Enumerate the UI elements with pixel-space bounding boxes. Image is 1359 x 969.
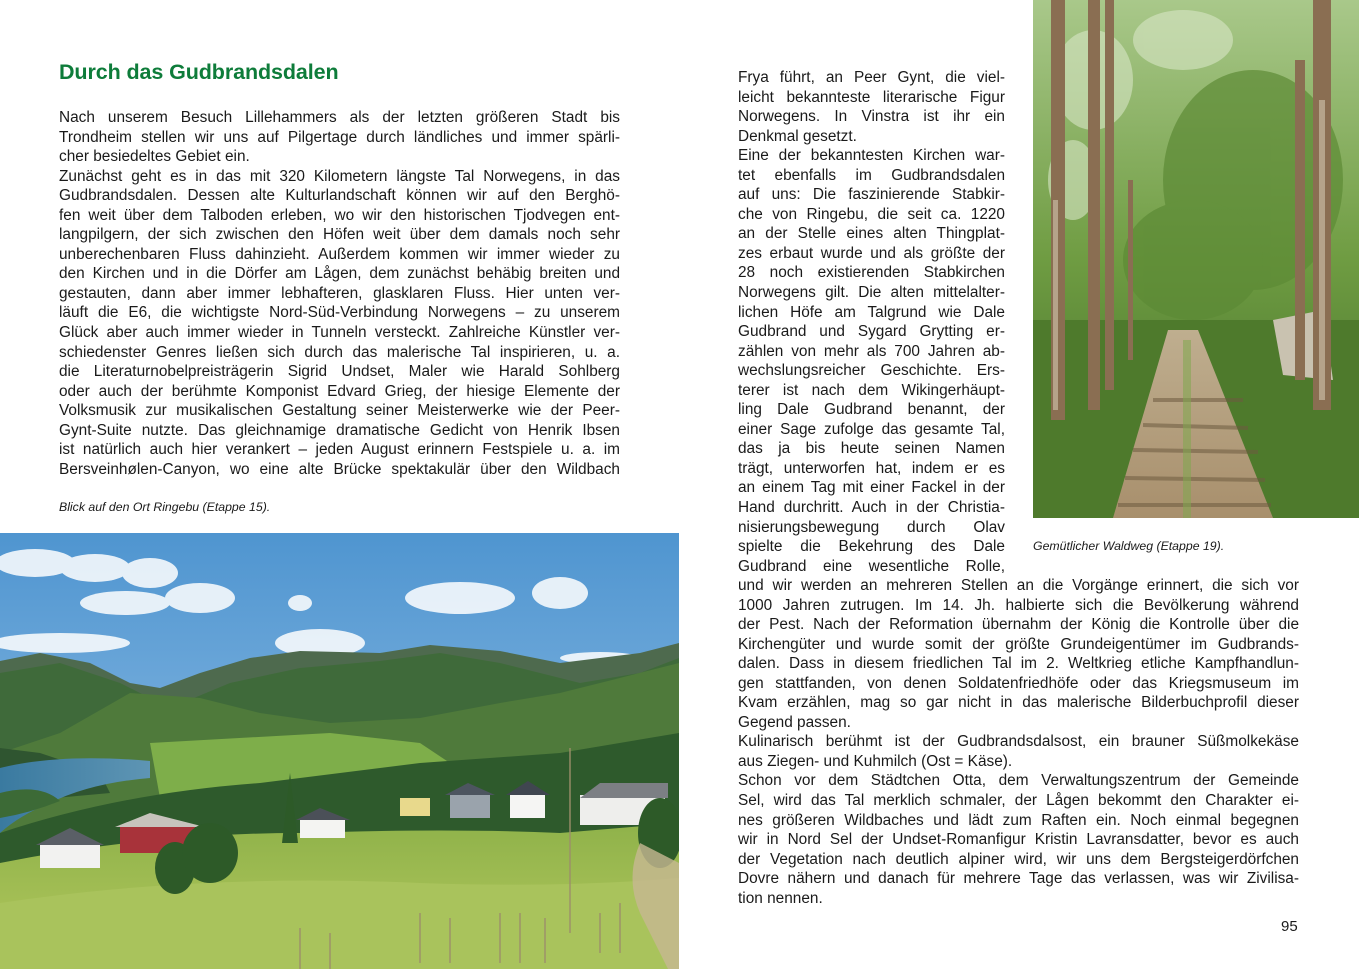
text-line: wir in Nord Sel der Undset-Romanfigur Kristin Lavransdatter, bevor es auch [738,831,1299,849]
text-line: an der Stelle eines alten Thingplat- [738,225,1005,243]
text-line: ist natürlich auch hier verankert – jeden August erinnern Festspiele u. a. im [59,441,620,459]
text-line: Schon vor dem Städtchen Otta, dem Verwaltungszentrum der Gemeinde [738,772,1299,790]
forest-path-photo [1033,0,1359,518]
text-line: oder auch der berühmte Komponist Edvard Grieg, der hiesige Elemente der [59,382,620,400]
text-line: die Literaturnobelpreisträgerin Sigrid Undset, Maler wie Harald Sohlberg [59,363,620,381]
text-line: wechslungsreicher Geschichte. Ers- [738,362,1005,380]
text-line: das ja bis heute seinen Namen [738,440,1005,458]
text-line: Norwegens gilt. Die alten mittelalter- [738,284,1005,302]
text-line: zählen von mehr als 700 Jahren ab- [738,342,1005,360]
text-line: der Pest. Nach der Reformation übernahm der König die Kontrolle über die [738,616,1299,634]
body-text-right-column-top [738,68,1005,576]
text-line: gen stattfanden, von denen Soldatenfriedhöfe oder das Kriegsmuseum im [738,674,1299,692]
text-line: Kirchengüter und wurde somit der größte Grundeigentümer im Gudbrands- [738,635,1299,653]
text-line: trägt, unterworfen hat, indem er es [738,459,1005,477]
body-text-right-column-bottom [738,576,1299,908]
text-line: langpilgern, der sich zwischen den Höfen weit über dem damals noch sehr [59,226,620,244]
text-line: Gynt-Suite nutzte. Das gleichnamige dramatische Gedicht von Henrik Ibsen [59,421,620,439]
text-line: zes erbaut wurde und als größte der [738,244,1005,262]
text-line: gestauten, dann aber immer lebhafteren, glasklaren Fluss. Hier unten ver- [59,284,620,302]
landscape-photo [0,533,679,969]
text-line: Denkmal gesetzt. [738,127,857,145]
text-line: dalen. Dass in diesem friedlichen Tal im 2. Weltkrieg etliche Kampfhandlun- [738,655,1299,673]
text-line: an einem Tag mit einer Fackel in der [738,479,1005,497]
text-line: Frya führt, an Peer Gynt, die viel- [738,69,1005,86]
text-line: unberechenbaren Fluss dahinzieht. Außerdem kommen wir immer wieder zu [59,245,620,263]
text-line: läuft die E6, die wichtigste Nord-Süd-Verbindung Norwegens – zu unserem [59,304,620,322]
text-line: Gudbrand eine wesentliche Rolle, [738,557,1005,575]
landscape-photo-caption: Blick auf den Ort Ringebu (Etappe 15). [59,500,271,514]
text-line: der Vegetation nach deutlich alpiner wird, wir uns dem Bergsteigerdörfchen [738,850,1299,868]
text-line: che von Ringebu, die seit ca. 1220 [738,205,1005,223]
text-line: nes größeren Wildbaches und lädt zum Raften ein. Noch einmal begegnen [738,811,1299,829]
text-line: Dovre nähern und danach für mehrere Tage das verlassen, was wir Zivilisa- [738,870,1299,888]
text-line: Kulinarisch berühmt ist der Gudbrandsdalsost, ein brauner Süßmolkekäse [738,733,1299,751]
text-line: terer ist nach dem Wikingerhäupt- [738,381,1005,399]
text-line: Trondheim stellen wir uns auf Pilgertage durch ländliches und immer spärli- [59,128,620,146]
text-line: und wir werden an mehreren Stellen an die Vorgänge erinnert, die sich vor [738,577,1299,594]
text-line: ling Dale Gudbrand benannt, der [738,401,1005,419]
text-line: lichen Höfe am Talgrund wie Dale [738,303,1005,321]
text-line: aus Ziegen- und Kuhmilch (Ost = Käse). [738,752,1013,770]
text-line: Bersveinhølen-Canyon, wo eine alte Brücke spektakulär über den Wildbach [59,460,620,478]
text-line: fen weit über dem Talboden erleben, wo wir den historischen Tjodvegen ent- [59,206,620,224]
text-line: nisierungsbewegung durch Olav [738,518,1005,536]
text-line: 1000 Jahren zutrugen. Im 14. Jh. halbierte sich die Bevölkerung während [738,596,1299,614]
body-text-left-column [59,108,620,479]
text-line: einer Sage zufolge das gesamte Tal, [738,420,1005,438]
page-number: 95 [1281,918,1298,935]
text-line: auf uns: Die faszinierende Stabkir- [738,186,1005,204]
forest-path-photo-illustration [1033,0,1359,518]
text-line: Volksmusik zur musikalischen Gestaltung seiner Meisterwerke wie der Peer- [59,402,620,420]
text-line: Hand durchritt. Auch in der Christia- [738,499,1005,517]
text-line: spielte die Bekehrung des Dale [738,538,1005,556]
text-line: Nach unserem Besuch Lillehammers als der letzten größeren Stadt bis [59,109,620,126]
text-line: Gudbrandsdalen. Dessen alte Kulturlandschaft können wir auf den Berghö- [59,187,620,205]
text-line: Sel, wird das Tal merklich schmaler, der Lågen bekommt den Charakter ei- [738,792,1299,810]
text-line: Norwegens. In Vinstra ist ihr ein [738,108,1005,126]
text-line: Eine der bekanntesten Kirchen war- [738,147,1005,165]
forest-photo-caption: Gemütlicher Waldweg (Etappe 19). [1033,539,1225,553]
text-line: Glück aber auch immer wieder in Tunneln versteckt. Zahlreiche Künstler ver- [59,324,620,342]
text-line: tet ebenfalls im Gudbrandsdalen [738,166,1005,184]
text-line: Kvam erzählen, mag so gar nicht in das malerische Bilderbuchprofil dieser [738,694,1299,712]
landscape-photo-illustration [0,533,679,969]
text-line: tion nennen. [738,889,823,907]
text-line: Gegend passen. [738,713,851,731]
text-line: Zunächst geht es in das mit 320 Kilometern längste Tal Norwegens, in das [59,167,620,185]
page-title: Durch das Gudbrandsdalen [59,60,339,84]
text-line: Gudbrand und Sygard Grytting er- [738,323,1005,341]
text-line: 28 noch existierenden Stabkirchen [738,264,1005,282]
text-line: den Kirchen und in die Dörfer am Lågen, dem zunächst behäbig breiten und [59,265,620,283]
text-line: schiedenster Genres ließen sich durch das malerische Tal inspirieren, u. a. [59,343,620,361]
text-line: cher besiedeltes Gebiet ein. [59,148,250,166]
text-line: leicht bekannteste literarische Figur [738,88,1005,106]
